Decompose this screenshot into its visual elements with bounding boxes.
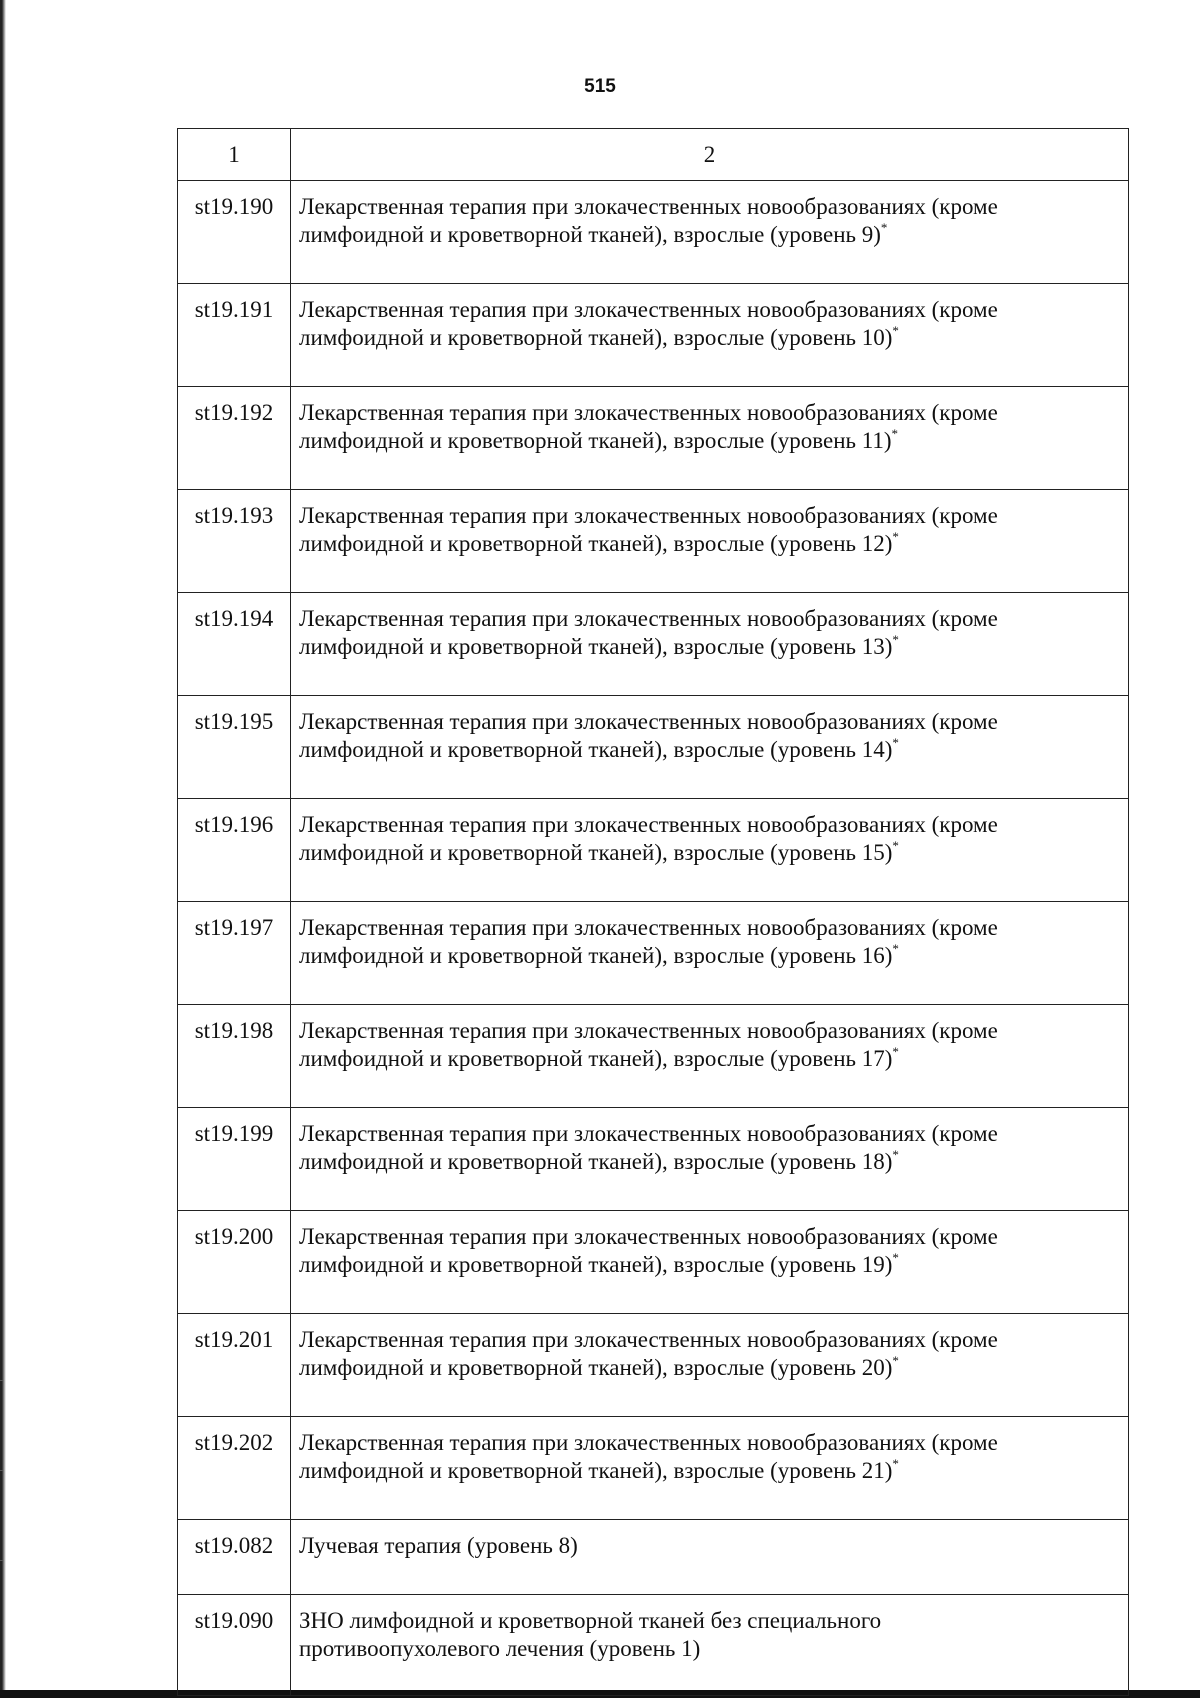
row-code: st19.192 — [178, 387, 291, 490]
header-cell-description: 2 — [291, 129, 1129, 181]
table-row — [178, 1314, 1129, 1417]
description-line: лимфоидной и кроветворной тканей), взрослые (уровень 19) — [299, 1252, 893, 1277]
row-description — [291, 593, 1129, 696]
row-code: st19.197 — [178, 902, 291, 1005]
row-description — [291, 1417, 1129, 1520]
footnote-mark: * — [892, 838, 899, 853]
description-line: Лекарственная терапия при злокачественных новообразованиях (кроме — [299, 709, 998, 734]
row-description — [291, 387, 1129, 490]
scan-tick — [0, 1560, 3, 1561]
description-line: лимфоидной и кроветворной тканей), взрослые (уровень 13) — [299, 634, 893, 659]
description-line: Лекарственная терапия при злокачественных новообразованиях (кроме — [299, 606, 998, 631]
description-line: Лекарственная терапия при злокачественных новообразованиях (кроме — [299, 1224, 998, 1249]
footnote-mark: * — [891, 426, 899, 441]
description-line: ЗНО лимфоидной и кроветворной тканей без специального — [299, 1608, 882, 1633]
description-line: Лекарственная терапия при злокачественных новообразованиях (кроме — [299, 1018, 998, 1043]
row-code: st19.199 — [178, 1108, 291, 1211]
description-line: лимфоидной и кроветворной тканей), взрослые (уровень 12) — [299, 531, 893, 556]
description-line: Лекарственная терапия при злокачественных новообразованиях (кроме — [299, 915, 998, 940]
description-line: Лекарственная терапия при злокачественных новообразованиях (кроме — [299, 1327, 998, 1352]
table-row — [178, 696, 1129, 799]
footnote-mark: * — [892, 323, 899, 338]
description-line: Лекарственная терапия при злокачественных новообразованиях (кроме — [299, 297, 998, 322]
row-description — [291, 902, 1129, 1005]
footnote-mark: * — [892, 1044, 899, 1059]
footnote-mark: * — [892, 941, 899, 956]
row-description — [291, 284, 1129, 387]
description-line: лимфоидной и кроветворной тканей), взрослые (уровень 21) — [299, 1458, 893, 1483]
description-line: Лекарственная терапия при злокачественных новообразованиях (кроме — [299, 812, 998, 837]
row-code: st19.090 — [178, 1595, 291, 1696]
table-row — [178, 1595, 1129, 1696]
description-line: лимфоидной и кроветворной тканей), взрослые (уровень 18) — [299, 1149, 893, 1174]
row-code: st19.201 — [178, 1314, 291, 1417]
table-row — [178, 1417, 1129, 1520]
footnote-mark: * — [892, 529, 899, 544]
description-line: лимфоидной и кроветворной тканей), взрослые (уровень 10) — [299, 325, 893, 350]
description-line: лимфоидной и кроветворной тканей), взрослые (уровень 17) — [299, 1046, 893, 1071]
row-description — [291, 696, 1129, 799]
footnote-mark: * — [892, 1250, 899, 1265]
footnote-mark: * — [880, 220, 888, 235]
footnote-mark: * — [892, 1456, 899, 1471]
description-line: лимфоидной и кроветворной тканей), взрослые (уровень 11) — [299, 428, 892, 453]
table-row — [178, 1005, 1129, 1108]
table-row — [178, 902, 1129, 1005]
table-row — [178, 284, 1129, 387]
table-row — [178, 1211, 1129, 1314]
table-row — [178, 1520, 1129, 1595]
row-description — [291, 181, 1129, 284]
description-line: Лекарственная терапия при злокачественных новообразованиях (кроме — [299, 400, 998, 425]
row-description — [291, 1108, 1129, 1211]
row-description — [291, 1595, 1129, 1696]
table-row — [178, 181, 1129, 284]
description-line: Лекарственная терапия при злокачественных новообразованиях (кроме — [299, 503, 998, 528]
description-line: лимфоидной и кроветворной тканей), взрослые (уровень 9) — [299, 222, 881, 247]
row-description — [291, 1211, 1129, 1314]
page-number: 515 — [584, 76, 616, 97]
footnote-mark: * — [892, 735, 899, 750]
footnote-mark: * — [892, 632, 899, 647]
scan-tick — [0, 1470, 3, 1471]
header-cell-code: 1 — [178, 129, 291, 181]
description-line: Лекарственная терапия при злокачественных новообразованиях (кроме — [299, 194, 998, 219]
row-code: st19.200 — [178, 1211, 291, 1314]
row-description — [291, 1520, 1129, 1595]
row-description — [291, 1005, 1129, 1108]
table-row — [178, 1108, 1129, 1211]
description-line: Лекарственная терапия при злокачественных новообразованиях (кроме — [299, 1121, 998, 1146]
row-description — [291, 1314, 1129, 1417]
table-header-row — [178, 129, 1129, 181]
row-code: st19.195 — [178, 696, 291, 799]
scan-edge-left — [0, 0, 6, 1698]
row-description — [291, 490, 1129, 593]
row-description — [291, 799, 1129, 902]
row-code: st19.082 — [178, 1520, 291, 1595]
description-line: лимфоидной и кроветворной тканей), взрослые (уровень 16) — [299, 943, 893, 968]
table-row — [178, 490, 1129, 593]
description-line: лимфоидной и кроветворной тканей), взрослые (уровень 14) — [299, 737, 893, 762]
tariff-table — [177, 128, 1129, 1696]
table-row — [178, 799, 1129, 902]
scan-tick — [0, 1380, 3, 1381]
row-code: st19.194 — [178, 593, 291, 696]
row-code: st19.190 — [178, 181, 291, 284]
table-row — [178, 593, 1129, 696]
footnote-mark: * — [892, 1147, 899, 1162]
description-line: лимфоидной и кроветворной тканей), взрослые (уровень 20) — [299, 1355, 893, 1380]
description-line: Лекарственная терапия при злокачественных новообразованиях (кроме — [299, 1430, 998, 1455]
row-code: st19.202 — [178, 1417, 291, 1520]
row-code: st19.198 — [178, 1005, 291, 1108]
description-line: лимфоидной и кроветворной тканей), взрослые (уровень 15) — [299, 840, 893, 865]
row-code: st19.191 — [178, 284, 291, 387]
footnote-mark: * — [892, 1353, 899, 1368]
row-code: st19.193 — [178, 490, 291, 593]
description-line: противоопухолевого лечения (уровень 1) — [299, 1636, 701, 1661]
row-code: st19.196 — [178, 799, 291, 902]
table-row — [178, 387, 1129, 490]
description-line: Лучевая терапия (уровень 8) — [299, 1533, 578, 1558]
